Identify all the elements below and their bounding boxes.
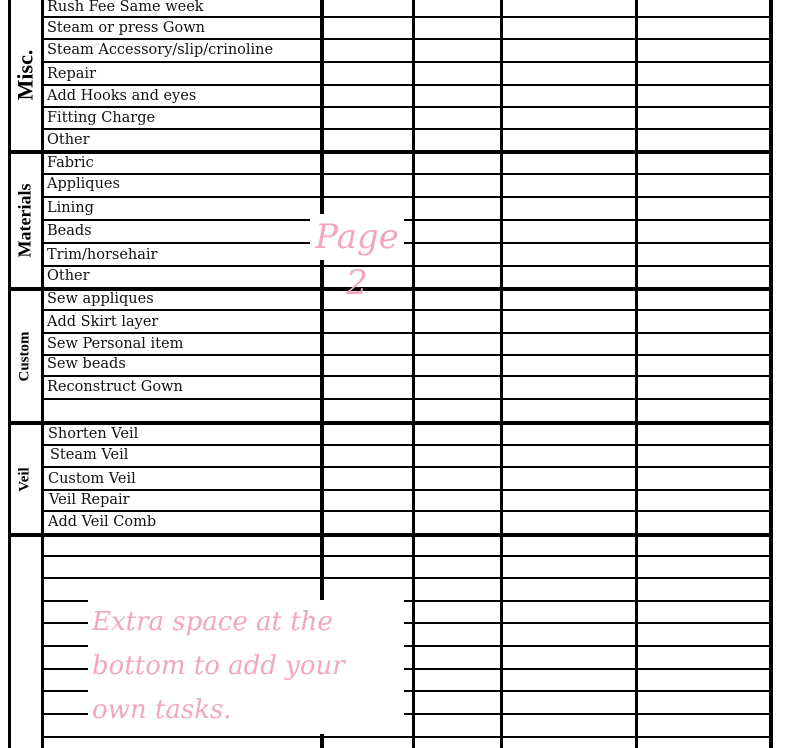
task-label: Shorten Veil xyxy=(48,426,139,442)
column-divider-4 xyxy=(635,0,638,748)
row-divider xyxy=(44,736,773,738)
column-divider-3 xyxy=(500,0,503,748)
task-label: Sew beads xyxy=(47,356,126,372)
row-divider xyxy=(44,510,773,512)
task-label: Veil Repair xyxy=(49,492,130,508)
section-divider xyxy=(8,150,773,154)
row-divider xyxy=(44,16,773,18)
row-divider xyxy=(44,173,773,175)
task-label: Repair xyxy=(47,66,96,82)
extra-space-note: Extra space at the bottom to add your own tasks. xyxy=(88,600,404,734)
row-divider xyxy=(44,128,773,130)
task-label: Fabric xyxy=(47,155,94,171)
row-divider xyxy=(44,555,773,557)
task-label: Sew Personal item xyxy=(47,336,184,352)
category-column-divider xyxy=(41,0,44,748)
category-label-custom: Custom xyxy=(16,330,33,382)
task-label: Sew appliques xyxy=(47,291,154,307)
row-divider xyxy=(44,398,773,400)
task-label: Add Hooks and eyes xyxy=(47,88,197,104)
task-label: Steam Accessory/slip/crinoline xyxy=(47,42,274,58)
task-label: Add Skirt layer xyxy=(47,314,159,330)
table-right-border xyxy=(769,0,773,748)
task-label: Beads xyxy=(47,223,92,239)
row-divider xyxy=(44,577,773,579)
task-label: Steam Veil xyxy=(50,447,129,463)
row-divider xyxy=(44,219,773,221)
row-divider xyxy=(44,354,773,356)
row-divider xyxy=(44,265,773,267)
task-label: Other xyxy=(47,268,90,284)
section-divider xyxy=(8,421,773,425)
task-label: Custom Veil xyxy=(48,471,136,487)
column-divider-2 xyxy=(412,0,415,748)
task-label: Other xyxy=(47,132,90,148)
row-divider xyxy=(44,466,773,468)
task-label: Lining xyxy=(47,200,94,216)
row-divider xyxy=(44,375,773,377)
task-label: Rush Fee Same week xyxy=(47,0,204,15)
row-divider xyxy=(44,444,773,446)
row-divider xyxy=(44,242,773,244)
page-label: Page 2 xyxy=(310,214,404,260)
task-label: Trim/horsehair xyxy=(47,247,158,263)
row-divider xyxy=(44,309,773,311)
category-label-veil: Veil xyxy=(16,466,33,492)
row-divider xyxy=(44,489,773,491)
row-divider xyxy=(44,84,773,86)
task-label: Steam or press Gown xyxy=(47,20,205,36)
row-divider xyxy=(44,196,773,198)
task-label: Reconstruct Gown xyxy=(47,379,183,395)
task-label: Appliques xyxy=(47,176,120,192)
category-label-misc: Misc. xyxy=(12,49,38,101)
row-divider xyxy=(44,106,773,108)
task-label: Add Veil Comb xyxy=(48,514,157,530)
row-divider xyxy=(44,332,773,334)
section-divider xyxy=(8,533,773,537)
row-divider xyxy=(44,61,773,63)
task-label: Fitting Charge xyxy=(47,110,156,126)
category-label-materials: Materials xyxy=(14,183,35,258)
row-divider xyxy=(44,38,773,40)
